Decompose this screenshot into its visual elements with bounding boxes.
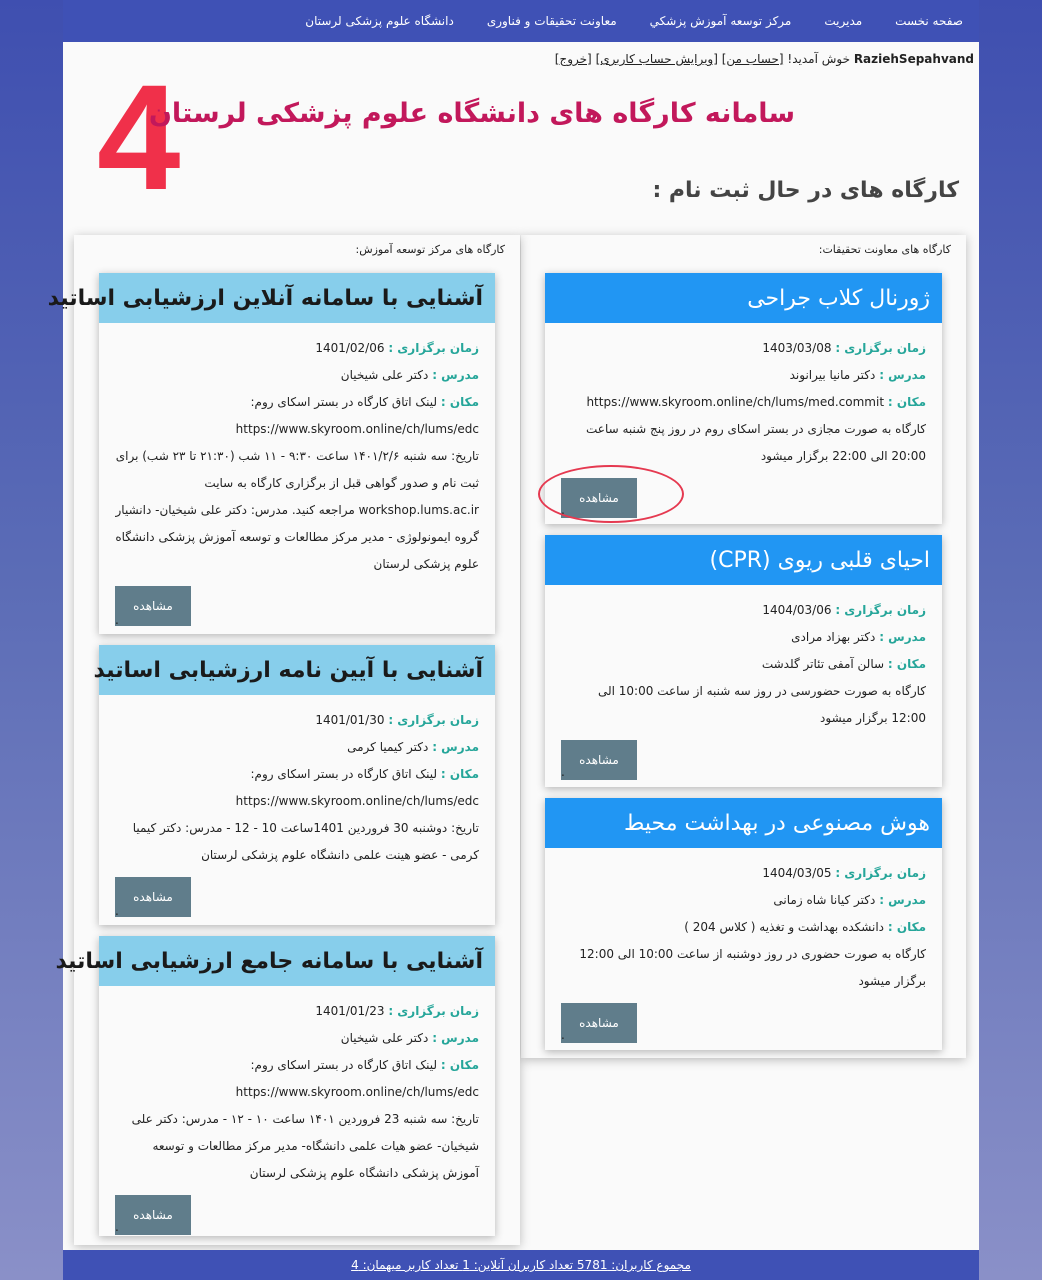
place-label: مکان :: [887, 920, 926, 934]
welcome-text: خوش آمدید!: [787, 52, 850, 66]
workshop-card: [93, 645, 495, 925]
teacher-label: مدرس :: [432, 740, 479, 754]
annotation-number: 4: [97, 53, 181, 221]
workshop-card: [545, 535, 942, 787]
workshop-card: [47, 273, 495, 634]
workshop-date: 1401/01/30: [315, 713, 385, 727]
nav-item-edc[interactable]: مرکز توسعه آموزش پزشكي: [649, 14, 792, 28]
view-button[interactable]: مشاهده: [115, 586, 191, 626]
workshop-title: آشنایی با سامانه جامع ارزشیابی اساتید: [99, 936, 495, 986]
workshop-date: 1404/03/05: [762, 866, 832, 880]
workshop-date: 1401/01/23: [315, 1004, 385, 1018]
place-label: مکان :: [887, 657, 926, 671]
footer-stats-text: مجموع کاربران: 5781 تعداد کاربران آنلاین: 1 تعداد کاربر میهمان: 4: [351, 1258, 691, 1272]
workshop-teacher: دکتر علی شیخیان: [340, 368, 429, 382]
workshop-date: 1404/03/06: [762, 603, 832, 617]
user-name: RaziehSepahvand: [853, 52, 974, 66]
place-label: مکان :: [440, 395, 479, 409]
time-label: زمان برگزاری :: [835, 866, 926, 880]
workshop-description: کارگاه به صورت حضوری در روز دوشنبه از ساعت 10:00 الی 12:00 برگزار میشود: [579, 947, 926, 988]
logout-link[interactable]: [خروج]: [554, 52, 592, 66]
card-dot: .: [115, 613, 119, 627]
view-button[interactable]: مشاهده: [561, 740, 637, 780]
card-dot: .: [561, 765, 565, 779]
workshop-teacher: دکتر علی شیخیان: [340, 1031, 429, 1045]
user-bar: [555, 52, 974, 66]
workshop-place: لینک اتاق کارگاه در بستر اسکای روم:: [250, 767, 438, 781]
edc-workshops-panel: [47, 235, 520, 1245]
teacher-label: مدرس :: [879, 630, 926, 644]
card-dot: .: [115, 904, 119, 918]
view-button[interactable]: مشاهده: [115, 1195, 191, 1235]
teacher-label: مدرس :: [432, 368, 479, 382]
workshop-teacher: دکتر بهزاد مرادی: [791, 630, 876, 644]
card-dot: .: [561, 1028, 565, 1042]
research-workshops-panel: [521, 235, 966, 1058]
teacher-label: مدرس :: [879, 368, 926, 382]
page: [47, 0, 979, 1280]
workshop-title: آشنایی با سامانه آنلاین ارزشیابی اساتید: [99, 273, 495, 323]
time-label: زمان برگزاری :: [388, 341, 479, 355]
section-title: کارگاه های در حال ثبت نام :: [652, 178, 959, 203]
workshop-link: https://www.skyroom.online/ch/lums/edc: [235, 422, 479, 436]
workshop-date: 1403/03/08: [762, 341, 832, 355]
workshop-title: هوش مصنوعی در بهداشت محیط: [545, 798, 942, 848]
workshop-description: کارگاه به صورت مجازی در بستر اسکای روم در روز پنج شنبه ساعت 20:00 الی 22:00 برگزار میشود: [586, 422, 926, 463]
nav-item-university[interactable]: دانشگاه علوم پزشکی لرستان: [305, 14, 454, 28]
workshop-card: [545, 798, 942, 1050]
workshop-place: سالن آمفی تئاتر گلدشت: [761, 657, 885, 671]
view-button[interactable]: مشاهده: [115, 877, 191, 917]
view-button[interactable]: مشاهده: [561, 1003, 637, 1043]
time-label: زمان برگزاری :: [835, 603, 926, 617]
nav-item-home[interactable]: صفحه نخست: [895, 14, 963, 28]
workshop-card: [55, 936, 495, 1236]
card-dot: .: [561, 503, 565, 517]
time-label: زمان برگزاری :: [388, 713, 479, 727]
place-label: مکان :: [440, 767, 479, 781]
research-panel-heading: کارگاه های معاونت تحقیقات:: [818, 243, 951, 256]
workshop-place: لینک اتاق کارگاه در بستر اسکای روم:: [250, 395, 438, 409]
nav-item-research[interactable]: معاونت تحقیقات و فناوری: [486, 14, 617, 28]
my-account-link[interactable]: [حساب من]: [721, 52, 784, 66]
edit-account-link[interactable]: [ویرایش حساب کاربری]: [595, 52, 718, 66]
workshop-date: 1401/02/06: [315, 341, 385, 355]
workshop-link: https://www.skyroom.online/ch/lums/edc: [235, 794, 479, 808]
workshop-description: تاریخ: سه شنبه ۱۴۰۱/۲/۶ ساعت ۹:۳۰ - ۱۱ شب (۲۱:۳۰ تا ۲۳ شب) برای ثبت نام و صدور گواهی قبل از برگزاری کارگاه به سایت workshop.lums.ac.ir مراجعه کنید. مدرس: دکتر علی شیخیان- دانشیار گروه ایمونولوژی - مدیر مرکز مطالعات و توسعه آموزش پزشکی دانشگاه علوم پزشکی لرستان: [115, 449, 479, 571]
place-label: مکان :: [440, 1058, 479, 1072]
highlight-circle: [538, 465, 684, 523]
workshop-description: کارگاه به صورت حضورسی در روز سه شنبه از ساعت 10:00 الی 12:00 برگزار میشود: [597, 684, 926, 725]
footer-stats: [63, 1250, 979, 1280]
teacher-label: مدرس :: [879, 893, 926, 907]
workshop-teacher: دکتر کیانا شاه زمانی: [773, 893, 876, 907]
workshop-place: دانشکده بهداشت و تغذیه ( کلاس 204 ): [684, 920, 885, 934]
site-title: سامانه کارگاه های دانشگاه علوم پزشکی لرستان: [148, 98, 795, 129]
workshop-description: تاریخ: دوشنبه 30 فروردین 1401ساعت 10 - 12 - مدرس: دکتر کیمیا کرمی - عضو هینت علمی دانشگاه علوم پزشکی لرستان: [132, 821, 479, 862]
nav-item-management[interactable]: مدیریت: [824, 14, 863, 28]
card-dot: .: [115, 1220, 119, 1234]
edc-panel-heading: کارگاه های مرکز توسعه آموزش:: [355, 243, 505, 256]
workshop-title: احیای قلبی ریوی (CPR): [545, 535, 942, 585]
workshop-link: https://www.skyroom.online/ch/lums/edc: [235, 1085, 479, 1099]
place-label: مکان :: [887, 395, 926, 409]
view-button[interactable]: مشاهده: [561, 478, 637, 518]
workshop-place: https://www.skyroom.online/ch/lums/med.commit: [586, 395, 885, 409]
workshop-place: لینک اتاق کارگاه در بستر اسکای روم:: [250, 1058, 438, 1072]
time-label: زمان برگزاری :: [835, 341, 926, 355]
time-label: زمان برگزاری :: [388, 1004, 479, 1018]
workshop-title: ژورنال کلاب جراحی: [545, 273, 942, 323]
teacher-label: مدرس :: [432, 1031, 479, 1045]
top-navigation: [63, 0, 979, 42]
workshop-teacher: دکتر کیمیا کرمی: [347, 740, 429, 754]
workshop-title: آشنایی با آیین نامه ارزشیابی اساتید: [99, 645, 495, 695]
workshop-description: تاریخ: سه شنبه 23 فروردین ۱۴۰۱ ساعت ۱۰ - ۱۲ - مدرس: دکتر علی شیخیان- عضو هیات علمی دانشگاه- مدیر مرکز مطالعات و توسعه آموزش پزشکی دانشگاه علوم پزشکی لرستان: [131, 1112, 479, 1180]
workshop-teacher: دکتر مانیا بیرانوند: [789, 368, 876, 382]
